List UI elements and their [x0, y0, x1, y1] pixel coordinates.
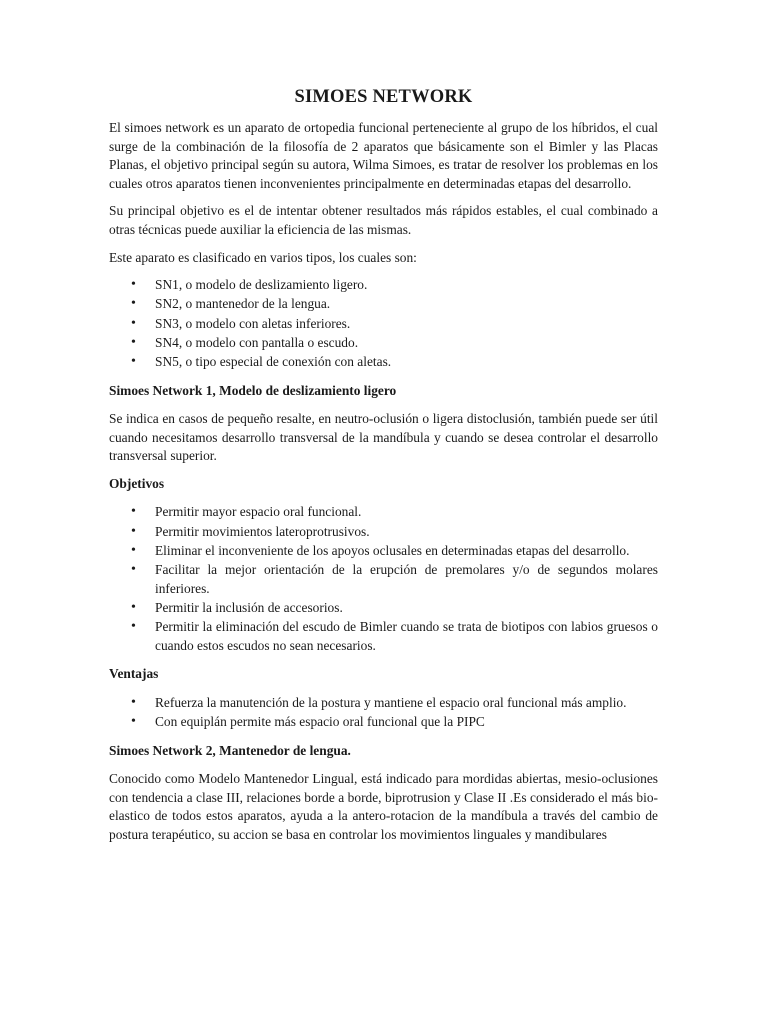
- list-item: • Permitir movimientos lateroprotrusivos.: [109, 523, 658, 542]
- list-item: • SN4, o modelo con pantalla o escudo.: [109, 334, 658, 353]
- sn2-paragraph: Conocido como Modelo Mantenedor Lingual, está indicado para mordidas abiertas, mesio-oclusiones con tendencia a clase III, relaciones borde a borde, biprotrusion y Clase II .Es considerado el más bio-elastico de todos estos aparatos, ayuda a la antero-rotacion de la mandíbula a través del cambio de postura terapéutico, su accion se basa en controlar los movimientos linguales y mandibulares: [109, 771, 658, 842]
- section-heading-sn1: Simoes Network 1, Modelo de deslizamiento ligero: [109, 382, 397, 398]
- intro-paragraph-3: Este aparato es clasificado en varios tipos, los cuales son:: [109, 249, 417, 265]
- advantages-heading: Ventajas: [109, 666, 159, 682]
- advantages-list: [109, 694, 658, 732]
- list-item: • Con equiplán permite más espacio oral funcional que la PIPC: [109, 713, 658, 732]
- sn1-paragraph: Se indica en casos de pequeño resalte, en neutro-oclusión o ligera distoclusión, también puede ser útil cuando necesitamos desarrollo transversal de la mandíbula y cuando se desea controlar el desarrollo transversal superior.: [109, 411, 658, 464]
- objectives-list: [109, 503, 658, 655]
- intro-paragraph-2: Su principal objetivo es el de intentar obtener resultados más rápidos estables, el cual combinado a otras técnicas puede auxiliar la eficiencia de las mismas.: [109, 203, 658, 237]
- list-item: • SN5, o tipo especial de conexión con aletas.: [109, 353, 658, 372]
- objectives-heading: Objetivos: [109, 475, 165, 491]
- list-item: • Refuerza la manutención de la postura y mantiene el espacio oral funcional más amplio.: [109, 694, 658, 713]
- list-item: • Permitir la eliminación del escudo de Bimler cuando se trata de biotipos con labios gruesos o cuando estos escudos no sean necesarios.: [109, 618, 658, 655]
- list-item: • SN2, o mantenedor de la lengua.: [109, 295, 658, 314]
- types-list: [109, 276, 658, 371]
- section-heading-sn2: Simoes Network 2, Mantenedor de lengua.: [109, 742, 351, 758]
- list-item: • SN3, o modelo con aletas inferiores.: [109, 315, 658, 334]
- intro-paragraph-1: El simoes network es un aparato de ortopedia funcional perteneciente al grupo de los híbridos, el cual surge de la combinación de la filosofía de 2 aparatos que básicamente son el Bimler y las Placas Planas, el objetivo principal según su autora, Wilma Simoes, es tratar de resolver los problemas en los cuales otros aparatos tienen inconvenientes principalmente en determinadas etapas del desarrollo.: [109, 120, 658, 191]
- document-page: [109, 86, 658, 854]
- list-item: • Permitir mayor espacio oral funcional.: [109, 503, 658, 522]
- list-item: • Facilitar la mejor orientación de la erupción de premolares y/o de segundos molares inferiores.: [109, 561, 658, 598]
- list-item: • Permitir la inclusión de accesorios.: [109, 599, 658, 618]
- list-item: • Eliminar el inconveniente de los apoyos oclusales en determinadas etapas del desarrollo.: [109, 542, 658, 561]
- list-item: • SN1, o modelo de deslizamiento ligero.: [109, 276, 658, 295]
- document-title: SIMOES NETWORK: [294, 87, 473, 107]
